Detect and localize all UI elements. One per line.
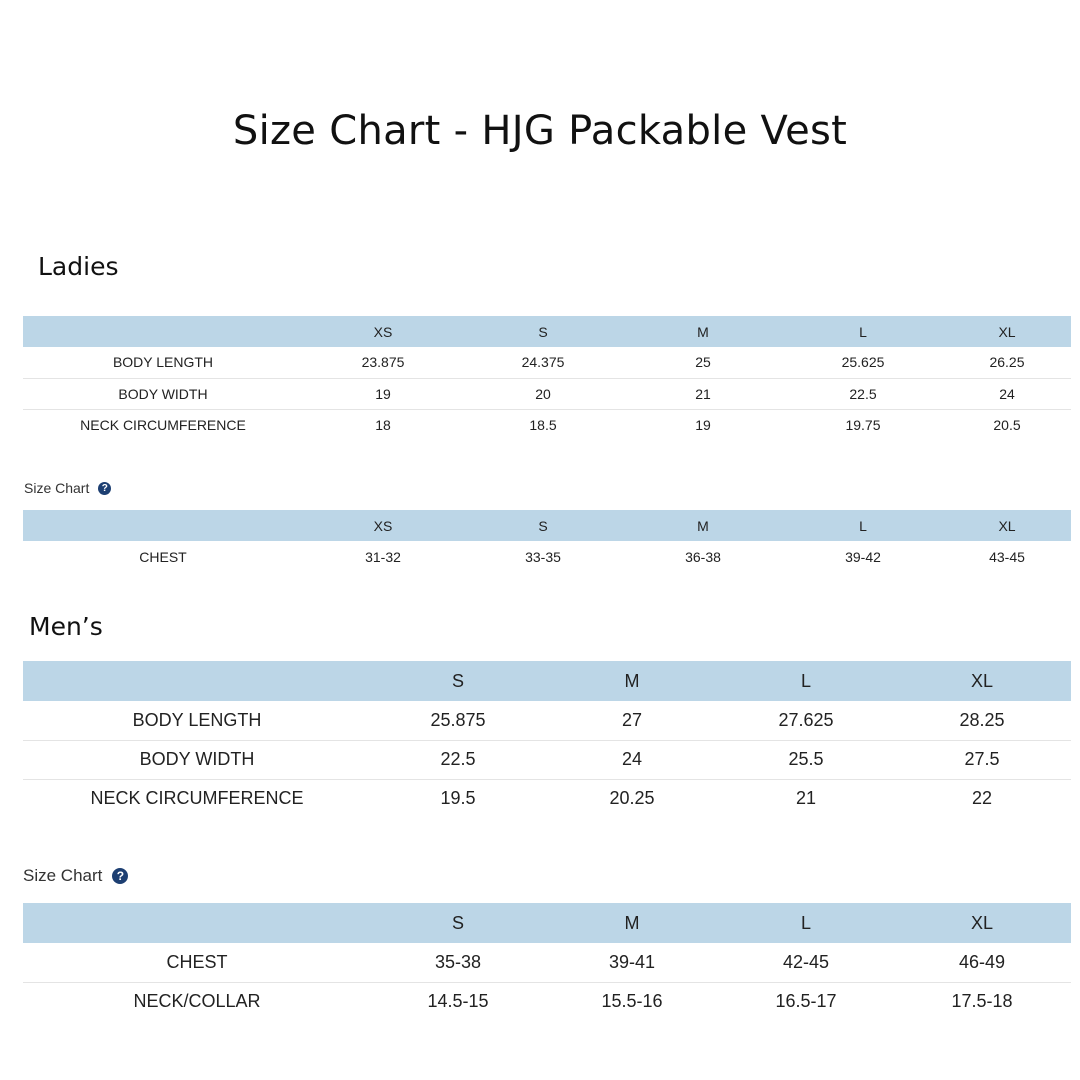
question-circle-icon[interactable]: ? — [98, 482, 111, 495]
ladies-chest-table — [23, 510, 1071, 572]
size-header: S — [538, 517, 548, 534]
table-header-row — [23, 661, 1071, 701]
table-header-row — [23, 316, 1071, 347]
table-cell: 19 — [303, 378, 463, 409]
table-row — [23, 378, 1071, 409]
table-cell: 46-49 — [958, 951, 1006, 972]
table-cell: 20.5 — [943, 409, 1071, 440]
size-header: S — [451, 670, 464, 691]
row-label: NECK CIRCUMFERENCE — [23, 779, 371, 818]
table-cell: 21 — [719, 779, 893, 818]
table-cell: 22 — [893, 779, 1071, 818]
mens-chest-table — [23, 903, 1071, 1021]
table-cell: 42-45 — [782, 951, 830, 972]
table-cell: 27.625 — [778, 709, 834, 730]
row-label: NECK/COLLAR — [23, 982, 371, 1021]
table-row — [23, 409, 1071, 440]
size-header: XL — [998, 323, 1016, 340]
mens-size-chart-label — [23, 866, 128, 886]
page-title: Size Chart - HJG Packable Vest — [232, 108, 848, 154]
table-cell: 21 — [623, 378, 783, 409]
table-row — [23, 982, 1071, 1021]
mens-heading: Men’s — [29, 612, 103, 641]
row-label: NECK CIRCUMFERENCE — [23, 409, 303, 440]
question-circle-icon[interactable]: ? — [112, 868, 128, 884]
size-header: XL — [970, 670, 994, 691]
table-row — [23, 740, 1071, 779]
size-header: M — [697, 517, 709, 534]
table-cell: 22.5 — [371, 740, 545, 779]
table-cell: 19.5 — [371, 779, 545, 818]
table-cell: 25.5 — [719, 740, 893, 779]
size-header: L — [800, 912, 811, 933]
table-cell: 18 — [303, 409, 463, 440]
table-cell: 39-41 — [608, 951, 656, 972]
row-label: BODY LENGTH — [132, 709, 262, 730]
table-cell: 20.25 — [545, 779, 719, 818]
table-cell: 25 — [695, 354, 711, 371]
table-row — [23, 347, 1071, 378]
table-row — [23, 541, 1071, 572]
table-row — [23, 943, 1071, 982]
table-row — [23, 701, 1071, 740]
table-header-row — [23, 510, 1071, 541]
size-header: XS — [373, 517, 393, 534]
ladies-size-chart-label — [24, 480, 111, 496]
ladies-measurements-table — [23, 316, 1071, 440]
table-cell: 43-45 — [989, 548, 1025, 565]
table-cell: 24 — [943, 378, 1071, 409]
table-cell: 27 — [621, 709, 643, 730]
size-header: XL — [998, 517, 1016, 534]
size-header: L — [859, 323, 867, 340]
size-header: XS — [373, 323, 393, 340]
size-header: S — [451, 912, 464, 933]
size-chart-label: Size Chart — [24, 480, 90, 496]
table-cell: 39-42 — [845, 548, 881, 565]
ladies-heading: Ladies — [38, 252, 119, 281]
table-cell: 19.75 — [783, 409, 943, 440]
header-blank — [23, 661, 371, 701]
table-header-row — [23, 903, 1071, 943]
table-cell: 33-35 — [525, 548, 561, 565]
table-cell: 25.625 — [841, 354, 885, 371]
size-header: M — [697, 323, 709, 340]
table-cell: 28.25 — [959, 709, 1005, 730]
row-label: BODY WIDTH — [23, 740, 371, 779]
table-cell: 22.5 — [783, 378, 943, 409]
table-cell: 25.875 — [430, 709, 486, 730]
table-cell: 20 — [463, 378, 623, 409]
table-cell: 18.5 — [463, 409, 623, 440]
row-label: BODY LENGTH — [112, 354, 214, 371]
table-cell: 19 — [623, 409, 783, 440]
table-cell: 17.5-18 — [893, 982, 1071, 1021]
table-cell: 16.5-17 — [719, 982, 893, 1021]
table-cell: 15.5-16 — [545, 982, 719, 1021]
size-header: M — [624, 670, 640, 691]
table-row — [23, 779, 1071, 818]
size-header: L — [800, 670, 811, 691]
size-header: M — [624, 912, 640, 933]
size-chart-label: Size Chart — [23, 866, 103, 885]
header-blank — [23, 510, 303, 541]
row-label: CHEST — [139, 548, 187, 565]
table-cell: 35-38 — [434, 951, 482, 972]
table-cell: 14.5-15 — [371, 982, 545, 1021]
table-cell: 24.375 — [521, 354, 565, 371]
header-blank — [23, 903, 371, 943]
size-header: S — [538, 323, 548, 340]
row-label: CHEST — [166, 951, 228, 972]
mens-measurements-table — [23, 661, 1071, 818]
table-cell: 36-38 — [685, 548, 721, 565]
table-cell: 24 — [545, 740, 719, 779]
row-label: BODY WIDTH — [23, 378, 303, 409]
header-blank — [23, 316, 303, 347]
table-cell: 26.25 — [989, 354, 1025, 371]
table-cell: 27.5 — [893, 740, 1071, 779]
table-cell: 23.875 — [361, 354, 405, 371]
size-header: XL — [970, 912, 994, 933]
size-header: L — [859, 517, 867, 534]
table-cell: 31-32 — [365, 548, 401, 565]
